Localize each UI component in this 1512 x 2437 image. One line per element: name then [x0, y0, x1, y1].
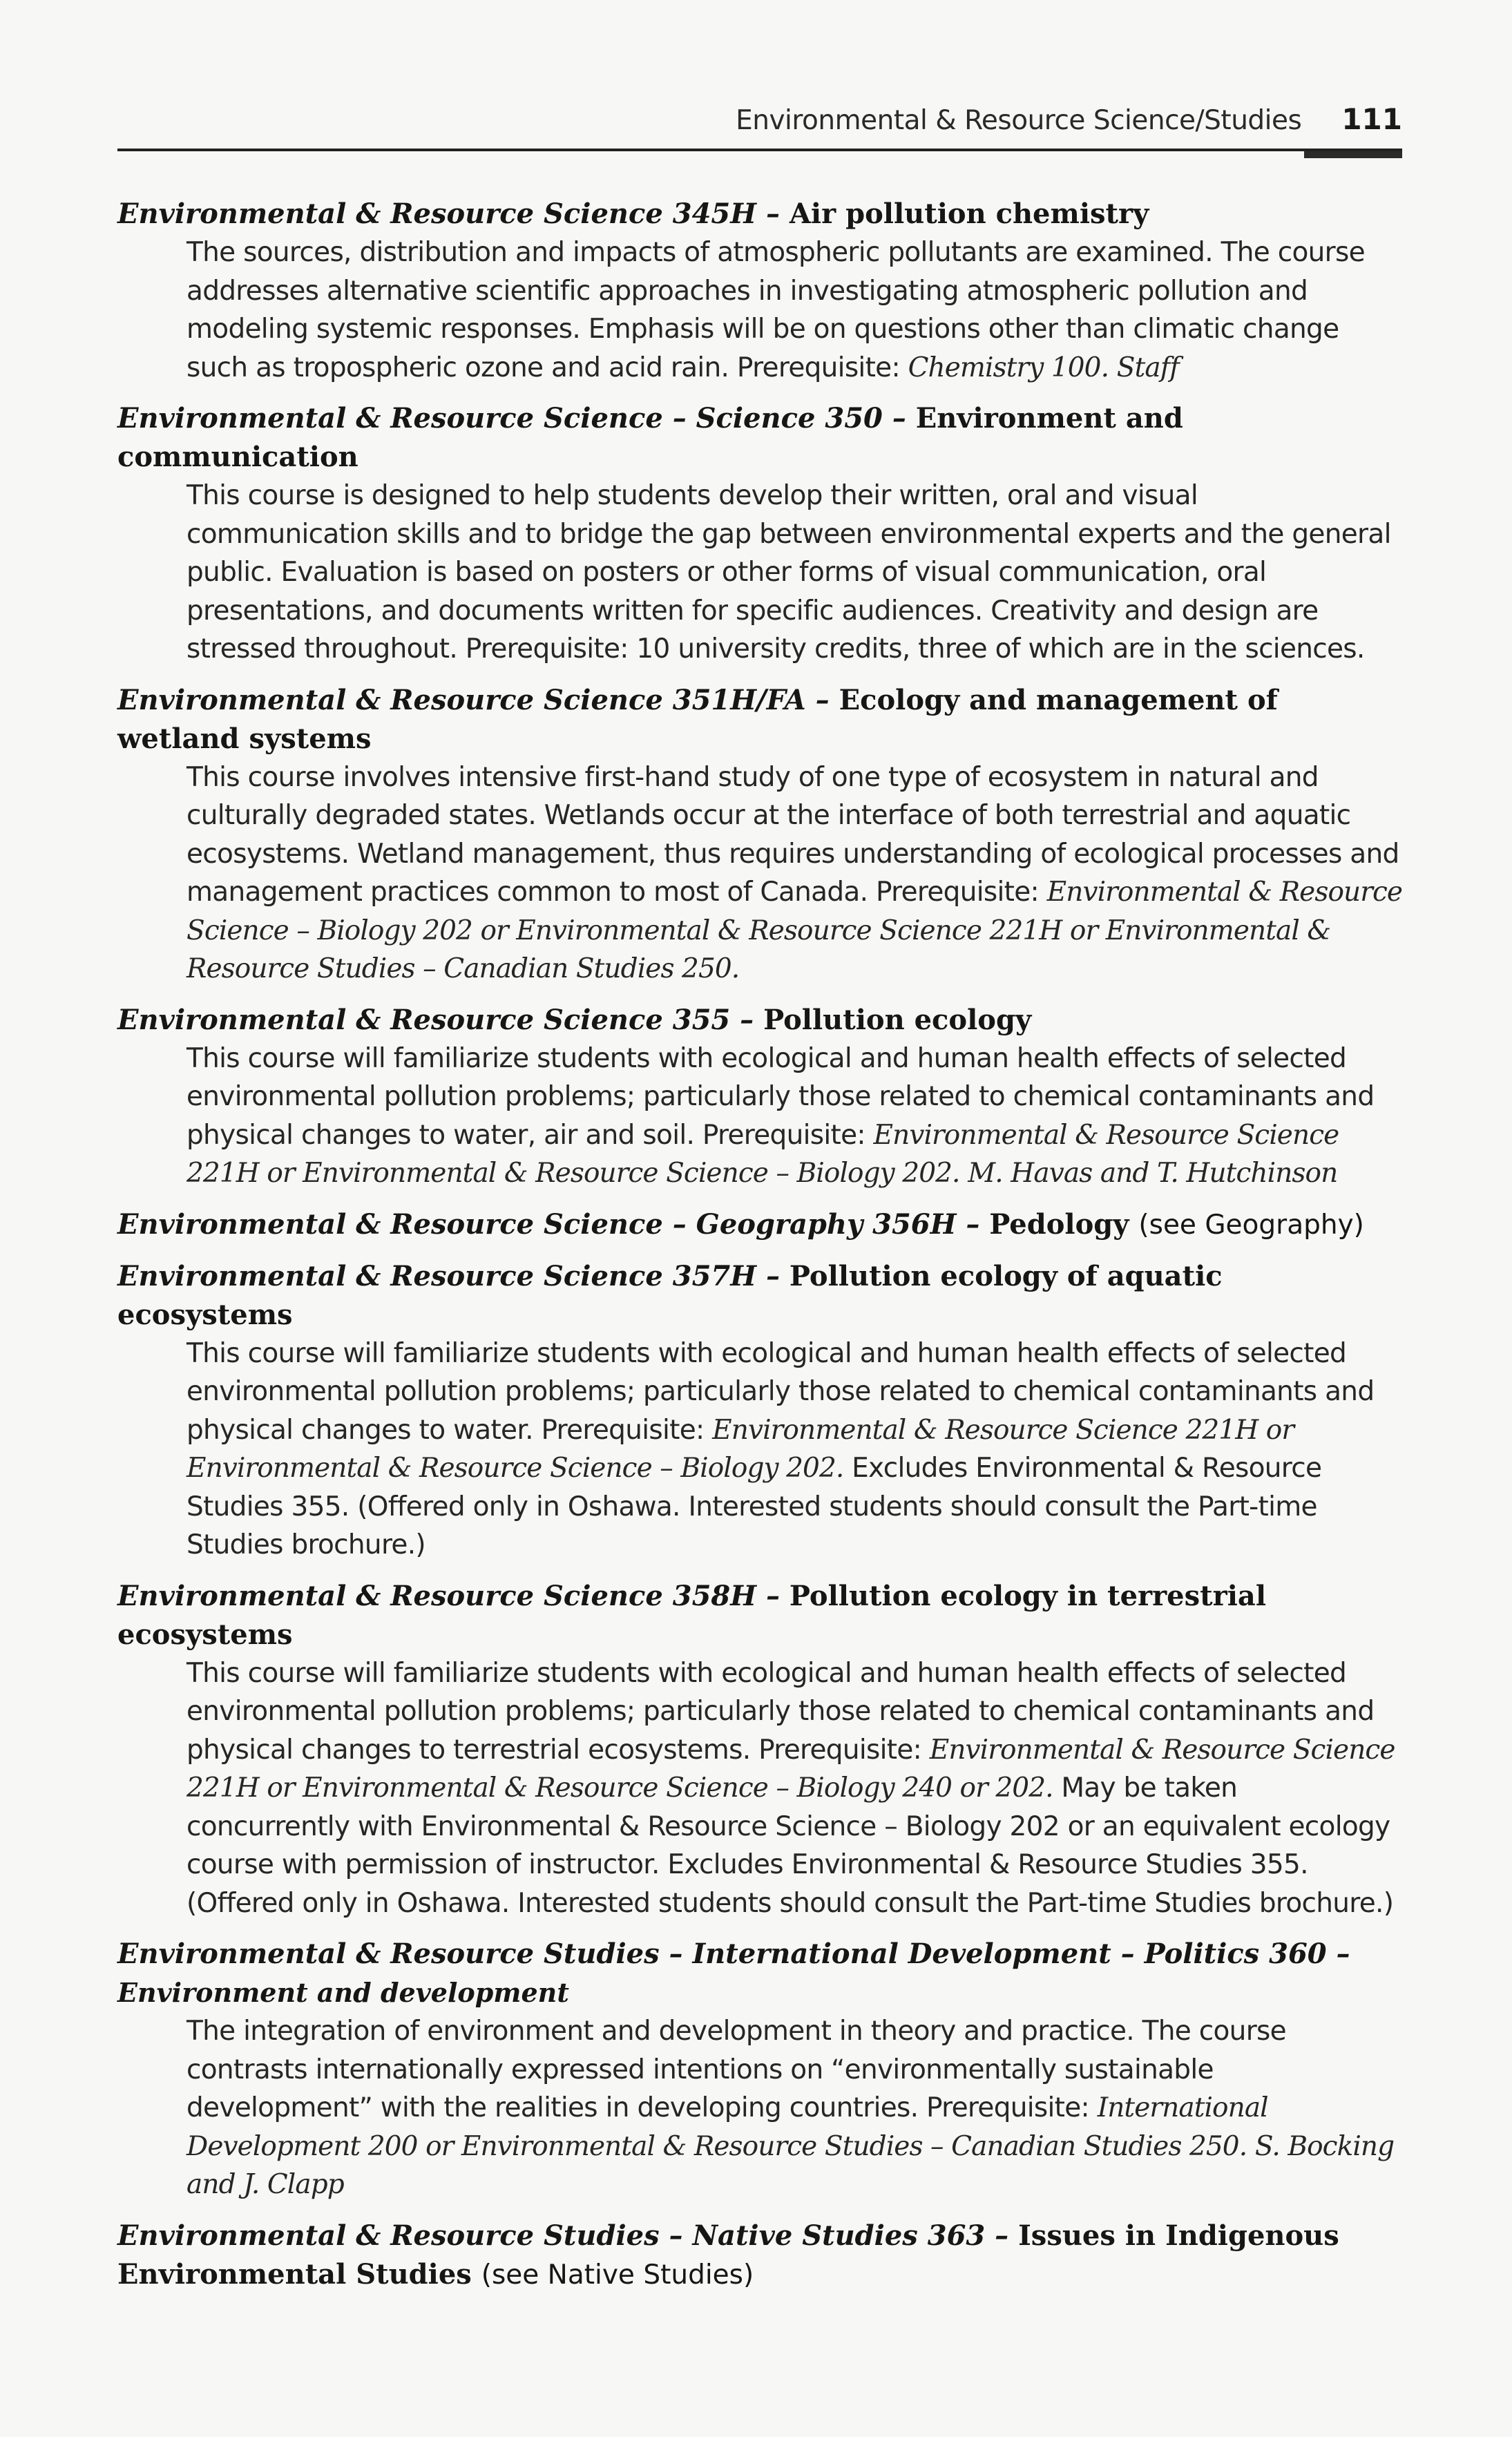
- course-heading: [117, 1205, 1404, 1245]
- course-entry-356h: [117, 1205, 1404, 1245]
- course-code: Environmental & Resource Studies – International Development – Politics 360 –: [117, 1938, 1350, 1970]
- course-title: Ecology and management of wetland systems: [117, 683, 1278, 755]
- course-instructor: M. Havas and T. Hutchinson: [968, 1158, 1338, 1189]
- course-description: [186, 1040, 1404, 1193]
- course-code: Environmental & Resource Science – Science 350 –: [117, 402, 906, 434]
- course-heading: [117, 2217, 1404, 2295]
- course-heading: [117, 1001, 1404, 1040]
- course-title: Pollution ecology of aquatic ecosystems: [117, 1259, 1223, 1331]
- course-prerequisite: Environmental & Resource Science 221H or Environmental & Resource Science – Biology 202.: [186, 1414, 1294, 1484]
- course-body: This course will familiarize students with ecological and human health effects of selected environmental pollution problems; particularly those related to chemical contaminants and physical changes to water, air and soil. Prerequisite:: [186, 1042, 1375, 1151]
- course-heading: [117, 1935, 1404, 2012]
- course-description: [186, 758, 1404, 988]
- course-code: Environmental & Resource Studies – Native Studies 363 –: [117, 2219, 1009, 2252]
- course-note: Excludes Environmental & Resource Studies 355. (Offered only in Oshawa. Interested students should consult the Part-time Studies brochure.): [186, 1453, 1322, 1560]
- header-rule: [117, 149, 1402, 151]
- running-title: Environmental & Resource Science/Studies: [736, 105, 1302, 136]
- course-heading: [117, 1257, 1404, 1335]
- course-code: Environmental & Resource Science 345H –: [117, 198, 780, 230]
- page-number: 111: [1341, 102, 1402, 136]
- course-description: [186, 233, 1404, 387]
- course-entry-357h: [117, 1257, 1404, 1565]
- course-description: [186, 2012, 1404, 2204]
- course-entry-363: [117, 2217, 1404, 2295]
- running-header: [117, 102, 1402, 136]
- course-body: The integration of environment and development in theory and practice. The course contrasts internationally expressed intentions on “environmentally sustainable development” with the realities in developing countries. Prerequisite:: [186, 2016, 1286, 2123]
- course-prerequisite: International Development 200 or Environmental & Resource Studies – Canadian Studies 250.: [186, 2092, 1268, 2162]
- course-title: Pedology: [989, 1207, 1129, 1241]
- course-title: Issues in Indigenous Environmental Studies: [117, 2219, 1339, 2291]
- course-body: This course will familiarize students with ecological and human health effects of selected environmental pollution problems; particularly those related to chemical contaminants and physical changes to terrestrial ecosystems. Prerequisite:: [186, 1657, 1375, 1766]
- course-body: This course is designed to help students develop their written, oral and visual communication skills and to bridge the gap between environmental experts and the general public. Evaluation is based on posters or other forms of visual communication, oral presentations, and documents written for specific audiences. Creativity and design are stressed throughout. Prerequisite: 10 university credits, three of which are in the sciences.: [186, 480, 1391, 665]
- course-title: Environment and communication: [117, 402, 1183, 473]
- course-description: [186, 1654, 1404, 1923]
- course-prerequisite: Environmental & Resource Science 221H or Environmental & Resource Science – Biology 202.: [186, 1119, 1339, 1189]
- course-heading: [117, 1577, 1404, 1654]
- course-code: Environmental & Resource Science 355 –: [117, 1003, 754, 1036]
- course-entry-360: [117, 1935, 1404, 2204]
- course-code: Environmental & Resource Science – Geography 356H –: [117, 1207, 980, 1241]
- course-title: Pollution ecology in terrestrial ecosystems: [117, 1579, 1267, 1651]
- course-heading: [117, 195, 1404, 233]
- course-list: [117, 195, 1404, 2307]
- course-prerequisite: Environmental & Resource Science 221H or Environmental & Resource Science – Biology 240 or 202.: [186, 1734, 1395, 1804]
- course-note: May be taken concurrently with Environmental & Resource Science – Biology 202 or an equivalent ecology course with permission of instructor. Excludes Environmental & Resource Studies 355. (Offered only in Oshawa. Interested students should consult the Part-time Studies brochure.): [186, 1772, 1394, 1919]
- cross-reference: (see Native Studies): [481, 2259, 754, 2291]
- course-description: [186, 477, 1404, 669]
- course-title: Pollution ecology: [763, 1003, 1032, 1036]
- course-entry-355: [117, 1001, 1404, 1193]
- cross-reference: (see Geography): [1138, 1209, 1364, 1241]
- course-entry-350: [117, 399, 1404, 669]
- course-prerequisite: Chemistry 100.: [908, 352, 1109, 383]
- course-body: This course will familiarize students with ecological and human health effects of selected environmental pollution problems; particularly those related to chemical contaminants and physical changes to water. Prerequisite:: [186, 1337, 1375, 1446]
- course-body: This course involves intensive first-hand study of one type of ecosystem in natural and culturally degraded states. Wetlands occur at the interface of both terrestrial and aquatic ecosystems. Wetland management, thus requires understanding of ecological processes and management practices common to most of Canada. Prerequisite:: [186, 761, 1399, 908]
- course-code: Environmental & Resource Science 351H/FA –: [117, 683, 830, 716]
- course-heading: [117, 681, 1404, 758]
- course-instructor: S. Bocking and J. Clapp: [186, 2130, 1395, 2200]
- course-instructor: Staff: [1116, 352, 1179, 383]
- course-body: The sources, distribution and impacts of atmospheric pollutants are examined. The course addresses alternative scientific approaches in investigating atmospheric pollution and modeling systemic responses. Emphasis will be on questions other than climatic change such as tropospheric ozone and acid rain. Prerequisite:: [186, 237, 1365, 383]
- course-heading: [117, 399, 1404, 477]
- course-entry-358h: [117, 1577, 1404, 1923]
- course-entry-351h: [117, 681, 1404, 988]
- course-title: Air pollution chemistry: [789, 198, 1149, 230]
- course-code: Environmental & Resource Science 358H –: [117, 1579, 780, 1612]
- course-entry-345h: [117, 195, 1404, 387]
- course-title: Environment and development: [117, 1977, 569, 2008]
- header-rule-tab: [1304, 151, 1402, 158]
- course-code: Environmental & Resource Science 357H –: [117, 1259, 780, 1292]
- course-prerequisite: Environmental & Resource Science – Biology 202 or Environmental & Resource Science 221H or Environmental & Resource Studies – Canadian Studies 250.: [186, 877, 1403, 984]
- course-description: [186, 1335, 1404, 1565]
